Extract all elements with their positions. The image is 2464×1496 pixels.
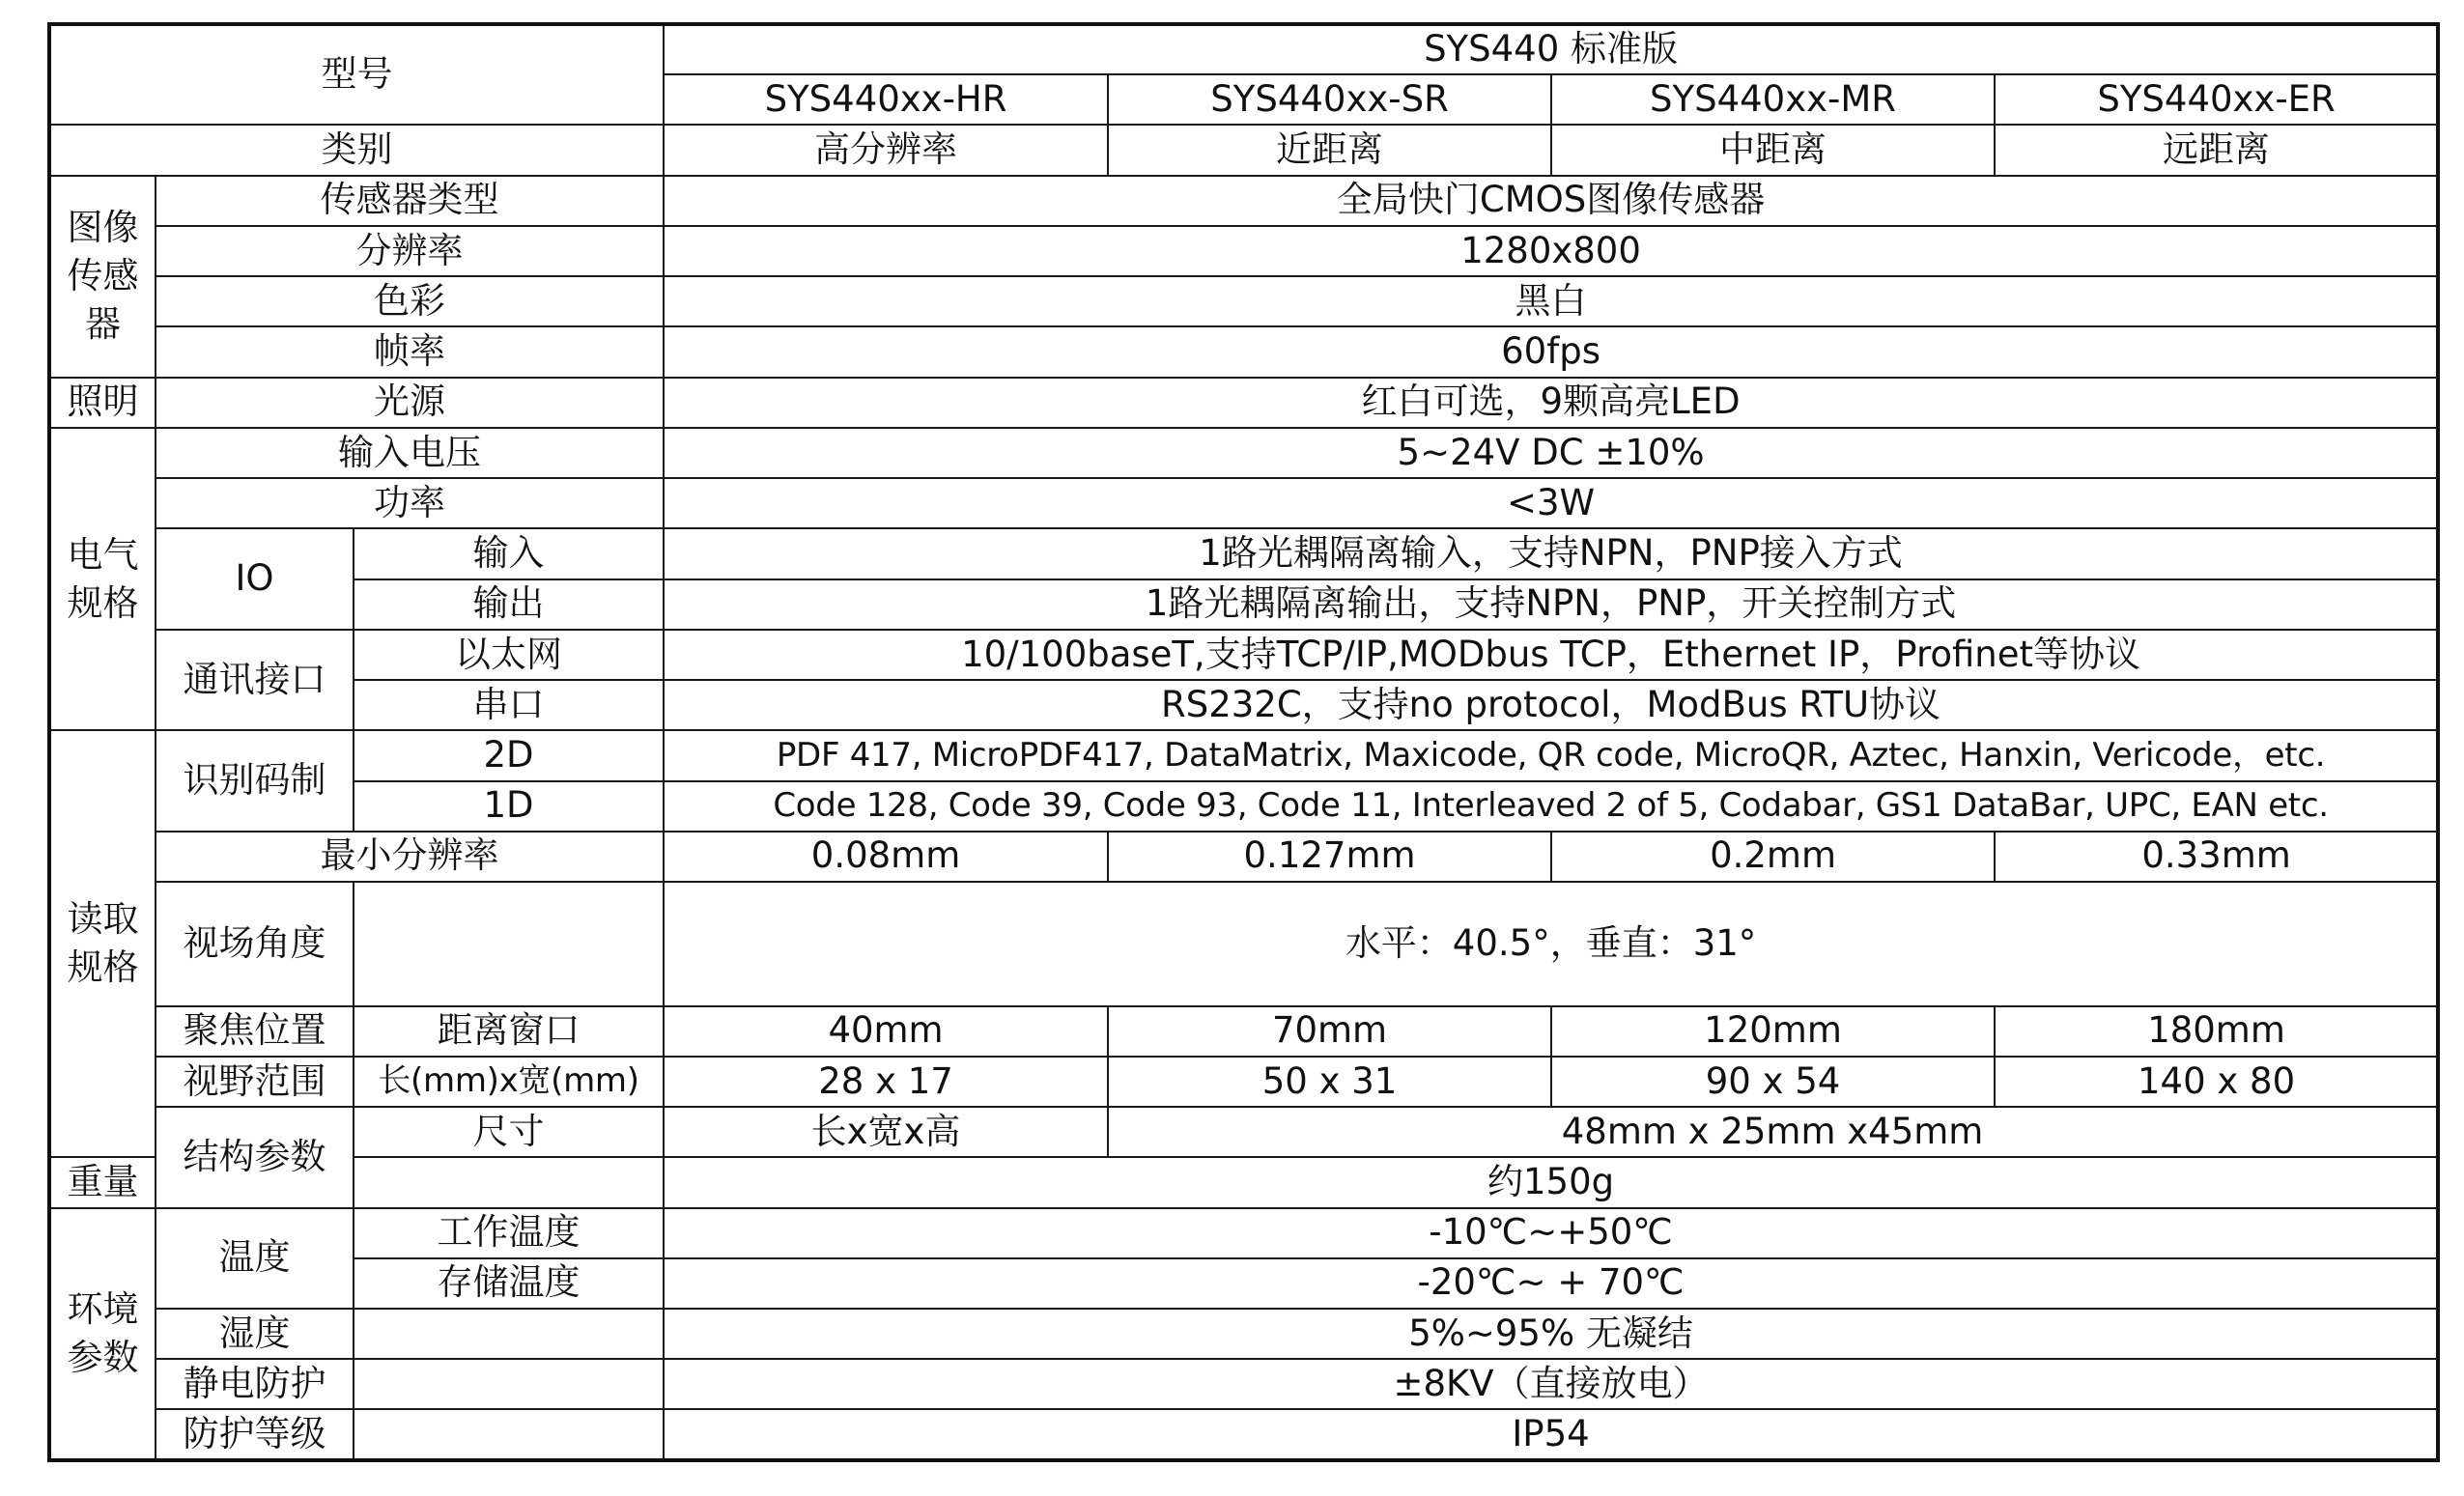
- frame-rate-label: 帧率: [156, 326, 664, 377]
- spec-sheet: [47, 22, 2436, 1462]
- fov-mr: 90 x 54: [1551, 1057, 1995, 1107]
- io-output-value: 1路光耦隔离输出，支持NPN，PNP，开关控制方式: [664, 579, 2438, 630]
- io-input-label: 输入: [354, 528, 664, 579]
- power-value: <3W: [664, 478, 2438, 528]
- table-row: [49, 1057, 2438, 1107]
- sensor-type-value: 全局快门CMOS图像传感器: [664, 176, 2438, 226]
- focus-hr: 40mm: [664, 1006, 1108, 1057]
- fov-hr: 28 x 17: [664, 1057, 1108, 1107]
- ethernet-value: 10/100baseT,支持TCP/IP,MODbus TCP，Ethernet IP，Profinet等协议: [664, 630, 2438, 680]
- group-image-sensor: 图像传感器: [49, 176, 156, 378]
- symbology-label: 识别码制: [156, 730, 354, 831]
- model-mr: SYS440xx-MR: [1551, 74, 1995, 125]
- temp-label: 温度: [156, 1208, 354, 1309]
- min-resolution-sr: 0.127mm: [1108, 832, 1551, 882]
- input-voltage-value: 5~24V DC ±10%: [664, 428, 2438, 478]
- table-row: [49, 378, 2438, 428]
- fov-angle-blank: [354, 882, 664, 1006]
- table-row: [49, 730, 2438, 780]
- table-row: [49, 1359, 2438, 1409]
- min-resolution-er: 0.33mm: [1995, 832, 2438, 882]
- code-1d-label: 1D: [354, 781, 664, 832]
- light-source-label: 光源: [156, 378, 664, 428]
- table-row: [49, 680, 2438, 730]
- table-row: [49, 276, 2438, 326]
- code-2d-label: 2D: [354, 730, 664, 780]
- size-value: 48mm x 25mm x45mm: [1108, 1107, 2438, 1157]
- table-row: [49, 1006, 2438, 1057]
- table-row: [49, 326, 2438, 377]
- group-lighting: 照明: [49, 378, 156, 428]
- table-row: [49, 1409, 2438, 1460]
- light-source-value: 红白可选，9颗高亮LED: [664, 378, 2438, 428]
- table-row: [49, 478, 2438, 528]
- table-row: [49, 781, 2438, 832]
- fov-angle-label: 视场角度: [156, 882, 354, 1006]
- fov-label: 视野范围: [156, 1057, 354, 1107]
- fov-sr: 50 x 31: [1108, 1057, 1551, 1107]
- resolution-value: 1280x800: [664, 226, 2438, 276]
- humidity-value: 5%~95% 无凝结: [664, 1309, 2438, 1359]
- focus-sub-label: 距离窗口: [354, 1006, 664, 1057]
- table-row: [49, 1258, 2438, 1309]
- table-row: [49, 630, 2438, 680]
- model-label: 型号: [49, 24, 664, 125]
- frame-rate-value: 60fps: [664, 326, 2438, 377]
- humidity-label: 湿度: [156, 1309, 354, 1359]
- table-row: [49, 428, 2438, 478]
- color-value: 黑白: [664, 276, 2438, 326]
- table-row: [49, 579, 2438, 630]
- table-row: [49, 832, 2438, 882]
- category-label: 类别: [49, 125, 664, 175]
- series-title: SYS440 标准版: [664, 24, 2438, 74]
- table-row: [49, 1208, 2438, 1258]
- comm-label: 通讯接口: [156, 630, 354, 730]
- size-label: 尺寸: [354, 1107, 664, 1157]
- ip-value: IP54: [664, 1409, 2438, 1460]
- category-mr: 中距离: [1551, 125, 1995, 175]
- table-row: [49, 1107, 2438, 1157]
- weight-blank: [354, 1157, 664, 1207]
- ethernet-label: 以太网: [354, 630, 664, 680]
- table-row: [49, 125, 2438, 175]
- serial-value: RS232C，支持no protocol，ModBus RTU协议: [664, 680, 2438, 730]
- resolution-label: 分辨率: [156, 226, 664, 276]
- esd-value: ±8KV（直接放电）: [664, 1359, 2438, 1409]
- weight-label: 重量: [49, 1157, 156, 1207]
- group-structure: 结构参数: [156, 1107, 354, 1207]
- humidity-blank: [354, 1309, 664, 1359]
- table-row: [49, 882, 2438, 1006]
- storage-temp-value: -20℃~ + 70℃: [664, 1258, 2438, 1309]
- table-row: [49, 24, 2438, 74]
- io-input-value: 1路光耦隔离输入，支持NPN，PNP接入方式: [664, 528, 2438, 579]
- table-row: [49, 1157, 2438, 1207]
- category-hr: 高分辨率: [664, 125, 1108, 175]
- power-label: 功率: [156, 478, 664, 528]
- code-1d-value: Code 128, Code 39, Code 93, Code 11, Interleaved 2 of 5, Codabar, GS1 DataBar, UPC, EAN etc.: [664, 781, 2438, 832]
- storage-temp-label: 存储温度: [354, 1258, 664, 1309]
- serial-label: 串口: [354, 680, 664, 730]
- model-er: SYS440xx-ER: [1995, 74, 2438, 125]
- io-output-label: 输出: [354, 579, 664, 630]
- category-er: 远距离: [1995, 125, 2438, 175]
- operating-temp-label: 工作温度: [354, 1208, 664, 1258]
- size-sub-label: 长x宽x高: [664, 1107, 1108, 1157]
- table-row: [49, 226, 2438, 276]
- min-resolution-mr: 0.2mm: [1551, 832, 1995, 882]
- focus-mr: 120mm: [1551, 1006, 1995, 1057]
- color-label: 色彩: [156, 276, 664, 326]
- min-resolution-hr: 0.08mm: [664, 832, 1108, 882]
- group-reading: 读取规格: [49, 730, 156, 1157]
- esd-label: 静电防护: [156, 1359, 354, 1409]
- focus-label: 聚焦位置: [156, 1006, 354, 1057]
- io-label: IO: [156, 528, 354, 629]
- group-environment: 环境参数: [49, 1208, 156, 1460]
- model-hr: SYS440xx-HR: [664, 74, 1108, 125]
- table-row: [49, 1309, 2438, 1359]
- group-electrical: 电气规格: [49, 428, 156, 730]
- fov-sub-label: 长(mm)x宽(mm): [354, 1057, 664, 1107]
- min-resolution-label: 最小分辨率: [156, 832, 664, 882]
- sensor-type-label: 传感器类型: [156, 176, 664, 226]
- fov-er: 140 x 80: [1995, 1057, 2438, 1107]
- operating-temp-value: -10℃~+50℃: [664, 1208, 2438, 1258]
- weight-value: 约150g: [664, 1157, 2438, 1207]
- ip-blank: [354, 1409, 664, 1460]
- spec-table: [47, 22, 2440, 1462]
- focus-er: 180mm: [1995, 1006, 2438, 1057]
- input-voltage-label: 输入电压: [156, 428, 664, 478]
- category-sr: 近距离: [1108, 125, 1551, 175]
- code-2d-value: PDF 417, MicroPDF417, DataMatrix, Maxicode, QR code, MicroQR, Aztec, Hanxin, Vericode，etc.: [664, 730, 2438, 780]
- table-row: [49, 176, 2438, 226]
- table-row: [49, 528, 2438, 579]
- esd-blank: [354, 1359, 664, 1409]
- fov-angle-value: 水平：40.5°，垂直：31°: [664, 882, 2438, 1006]
- ip-label: 防护等级: [156, 1409, 354, 1460]
- model-sr: SYS440xx-SR: [1108, 74, 1551, 125]
- focus-sr: 70mm: [1108, 1006, 1551, 1057]
